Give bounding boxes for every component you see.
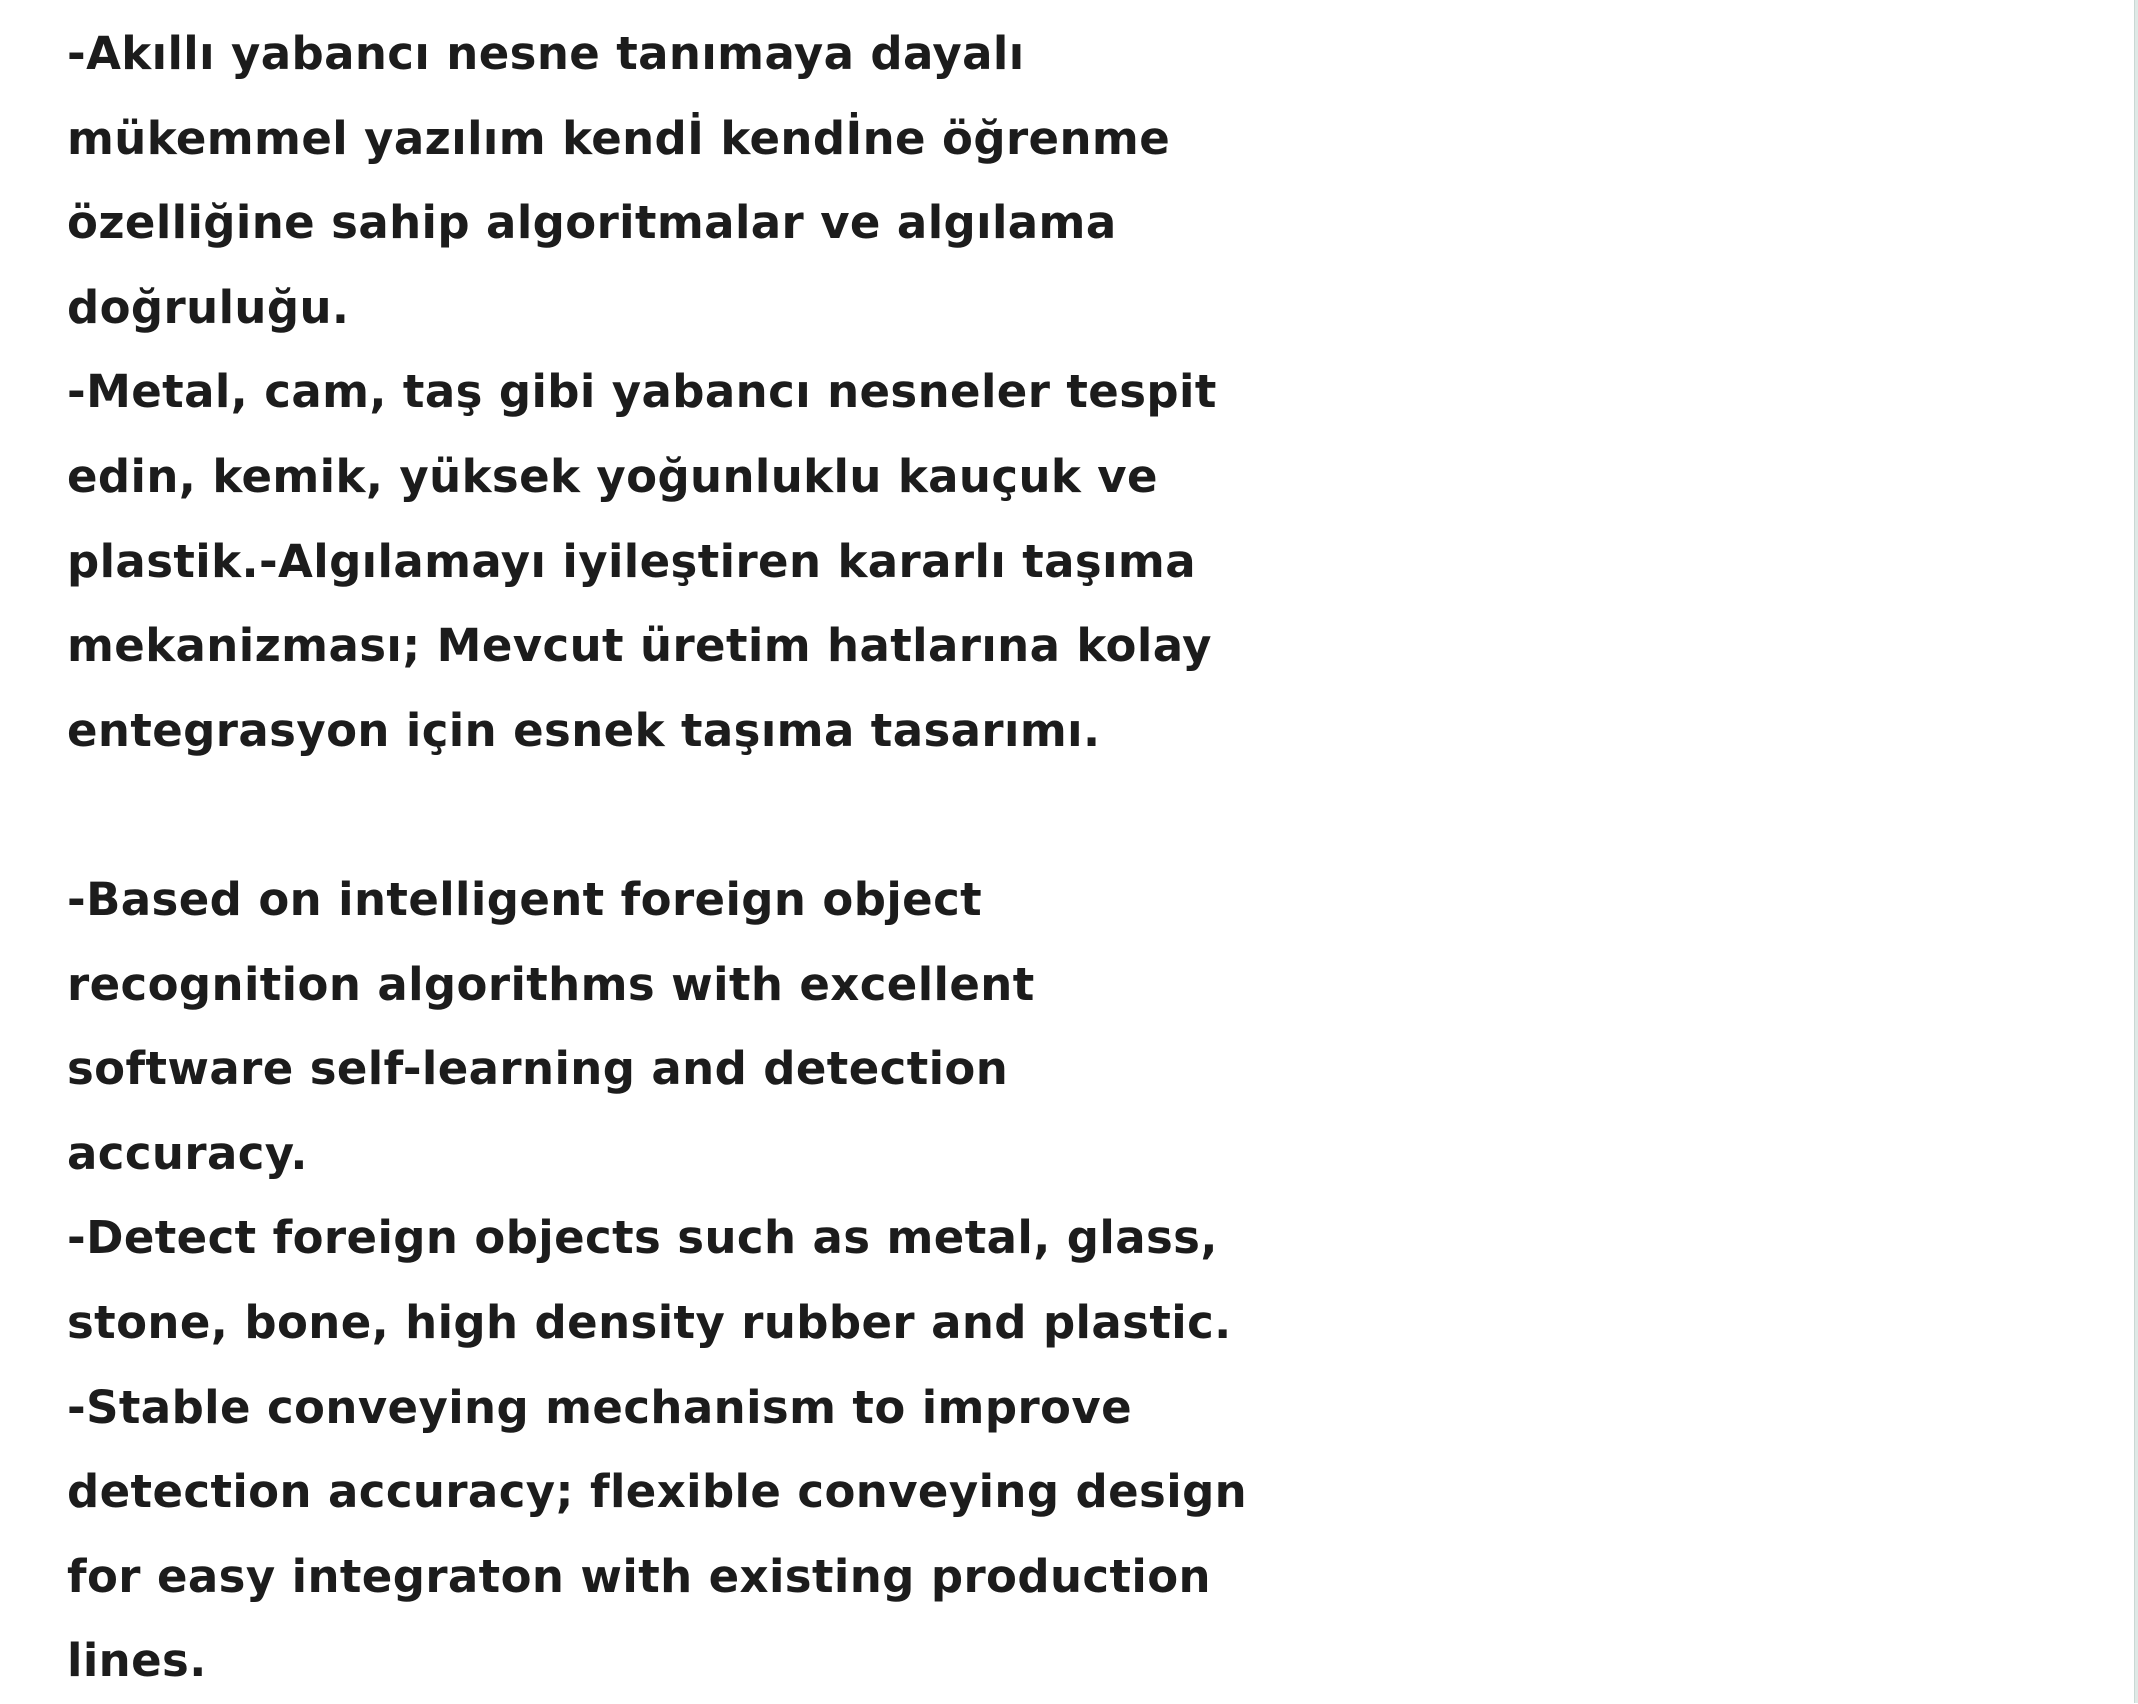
text-line: mükemmel yazılım kendİ kendİne öğrenme — [67, 111, 1171, 165]
text-line: entegrasyon için esnek taşıma tasarımı. — [67, 703, 1101, 757]
text-line: plastik.-Algılamayı iyileştiren kararlı taşıma — [67, 534, 1196, 588]
text-line: -Based on intelligent foreign object — [67, 872, 983, 926]
turkish-section — [67, 12, 1347, 773]
text-line: -Metal, cam, taş gibi yabancı nesneler tespit — [67, 365, 1217, 419]
text-line: -Detect foreign objects such as metal, glass, — [67, 1211, 1218, 1265]
paragraph-spacer — [67, 773, 1347, 858]
english-section — [67, 858, 1347, 1704]
page-right-edge — [2134, 0, 2138, 1703]
text-block — [67, 12, 1347, 1704]
text-line: for easy integraton with existing production — [67, 1549, 1211, 1603]
text-line: -Stable conveying mechanism to improve — [67, 1380, 1133, 1434]
text-line: -Akıllı yabancı nesne tanımaya dayalı — [67, 27, 1025, 80]
text-line: accuracy. — [67, 1126, 308, 1180]
text-line: software self-learning and detection — [67, 1042, 1009, 1096]
text-line: doğruluğu. — [67, 280, 350, 334]
text-line: stone, bone, high density rubber and plastic. — [67, 1295, 1232, 1349]
text-line: lines. — [67, 1634, 207, 1688]
text-line: detection accuracy; flexible conveying design — [67, 1465, 1248, 1519]
text-line: edin, kemik, yüksek yoğunluklu kauçuk ve — [67, 449, 1158, 503]
text-line: mekanizması; Mevcut üretim hatlarına kolay — [67, 619, 1212, 673]
text-line: recognition algorithms with excellent — [67, 957, 1035, 1011]
text-line: özelliğine sahip algoritmalar ve algılama — [67, 196, 1117, 250]
